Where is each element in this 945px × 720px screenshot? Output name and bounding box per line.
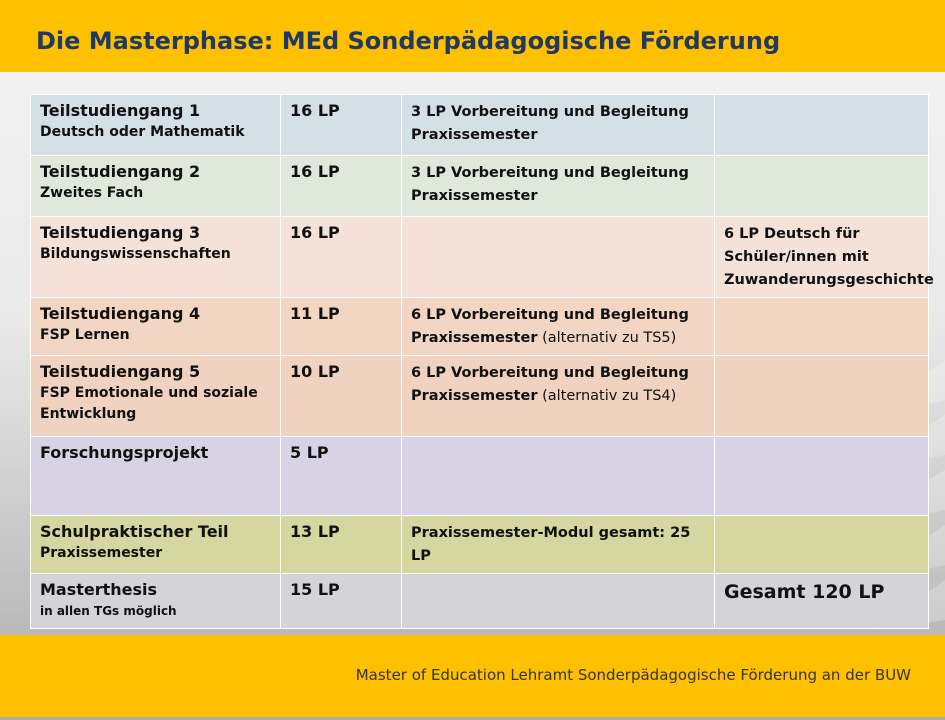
module-name-cell: Teilstudiengang 4 FSP Lernen [31,298,281,356]
lp-cell: 13 LP [281,516,402,574]
lp-cell: 5 LP [281,437,402,516]
module-name-cell: Masterthesis in allen TGs möglich [31,574,281,629]
table-row [31,574,929,629]
table-row [31,217,929,298]
praxis-cell [402,574,715,629]
table-row [31,298,929,356]
praxis-cell: 3 LP Vorbereitung und Begleitung Praxissemester [402,95,715,156]
extra-cell [715,95,929,156]
extra-cell [715,356,929,437]
table-row [31,356,929,437]
praxis-cell: 6 LP Vorbereitung und Begleitung Praxissemester (alternativ zu TS5) [402,298,715,356]
extra-cell [715,516,929,574]
praxis-cell: 6 LP Vorbereitung und Begleitung Praxissemester (alternativ zu TS4) [402,356,715,437]
module-overview-table [30,94,934,629]
lp-cell: 16 LP [281,95,402,156]
module-name-cell: Schulpraktischer Teil Praxissemester [31,516,281,574]
lp-cell: 16 LP [281,217,402,298]
page-title: Die Masterphase: MEd Sonderpädagogische Förderung [36,27,781,55]
module-name-cell: Forschungsprojekt [31,437,281,516]
praxis-cell: 3 LP Vorbereitung und Begleitung Praxissemester [402,156,715,217]
module-name-cell: Teilstudiengang 1 Deutsch oder Mathematik [31,95,281,156]
table-row [31,95,929,156]
lp-cell: 15 LP [281,574,402,629]
extra-cell [715,437,929,516]
table-row [31,516,929,574]
lp-cell: 16 LP [281,156,402,217]
module-name-cell: Teilstudiengang 2 Zweites Fach [31,156,281,217]
module-name-cell: Teilstudiengang 5 FSP Emotionale und soziale Entwicklung [31,356,281,437]
table-row [31,156,929,217]
table-row [31,437,929,516]
praxis-cell [402,437,715,516]
footer-caption: Master of Education Lehramt Sonderpädagogische Förderung an der BUW [355,666,911,684]
total-cell: Gesamt 120 LP [715,574,929,629]
lp-cell: 11 LP [281,298,402,356]
module-name-cell: Teilstudiengang 3 Bildungswissenschaften [31,217,281,298]
praxis-cell [402,217,715,298]
lp-cell: 10 LP [281,356,402,437]
extra-cell [715,156,929,217]
praxis-cell: Praxissemester-Modul gesamt: 25 LP [402,516,715,574]
extra-cell [715,298,929,356]
extra-cell: 6 LP Deutsch für Schüler/innen mit Zuwanderungsgeschichte [715,217,929,298]
